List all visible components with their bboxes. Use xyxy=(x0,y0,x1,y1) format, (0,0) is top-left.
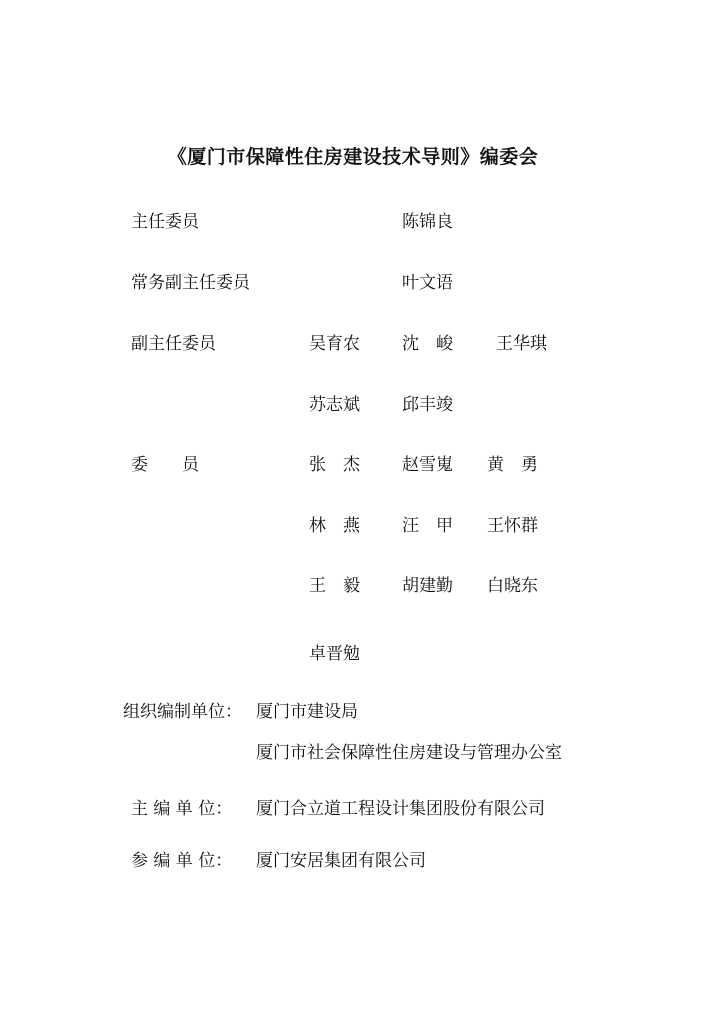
member-name: 卓晋勉 xyxy=(309,644,360,664)
director-name: 陈锦良 xyxy=(402,212,453,232)
deputies-label: 副主任委员 xyxy=(131,334,216,354)
member-name: 林 燕 xyxy=(309,516,360,536)
deputy-name: 苏志斌 xyxy=(309,395,360,415)
chief-unit-name: 厦门合立道工程设计集团股份有限公司 xyxy=(256,799,545,819)
executive-deputy-name: 叶文语 xyxy=(402,273,453,293)
member-name: 赵雪嵬 xyxy=(402,455,453,475)
deputy-name: 邱丰竣 xyxy=(402,395,453,415)
page-title: 《厦门市保障性住房建设技术导则》编委会 xyxy=(167,146,539,168)
member-name: 黄 勇 xyxy=(487,455,538,475)
organizer-name: 厦门市建设局 xyxy=(256,702,358,722)
member-name: 王 毅 xyxy=(309,576,360,596)
member-name: 胡建勤 xyxy=(402,576,453,596)
executive-deputy-label: 常务副主任委员 xyxy=(131,273,250,293)
organizer-label: 组织编制单位： xyxy=(123,702,242,722)
organizer-name: 厦门市社会保障性住房建设与管理办公室 xyxy=(256,743,562,763)
deputy-name: 吴育农 xyxy=(309,334,360,354)
member-name: 汪 甲 xyxy=(402,516,453,536)
director-label: 主任委员 xyxy=(131,212,199,232)
deputy-name: 沈 峻 xyxy=(402,334,453,354)
participant-unit-name: 厦门安居集团有限公司 xyxy=(256,851,426,871)
members-label: 委 员 xyxy=(131,455,199,475)
participant-unit-label: 参 编 单 位： xyxy=(131,851,233,871)
member-name: 张 杰 xyxy=(309,455,360,475)
deputy-name: 王华琪 xyxy=(496,334,547,354)
chief-unit-label: 主 编 单 位： xyxy=(131,799,233,819)
member-name: 白晓东 xyxy=(487,576,538,596)
member-name: 王怀群 xyxy=(487,516,538,536)
